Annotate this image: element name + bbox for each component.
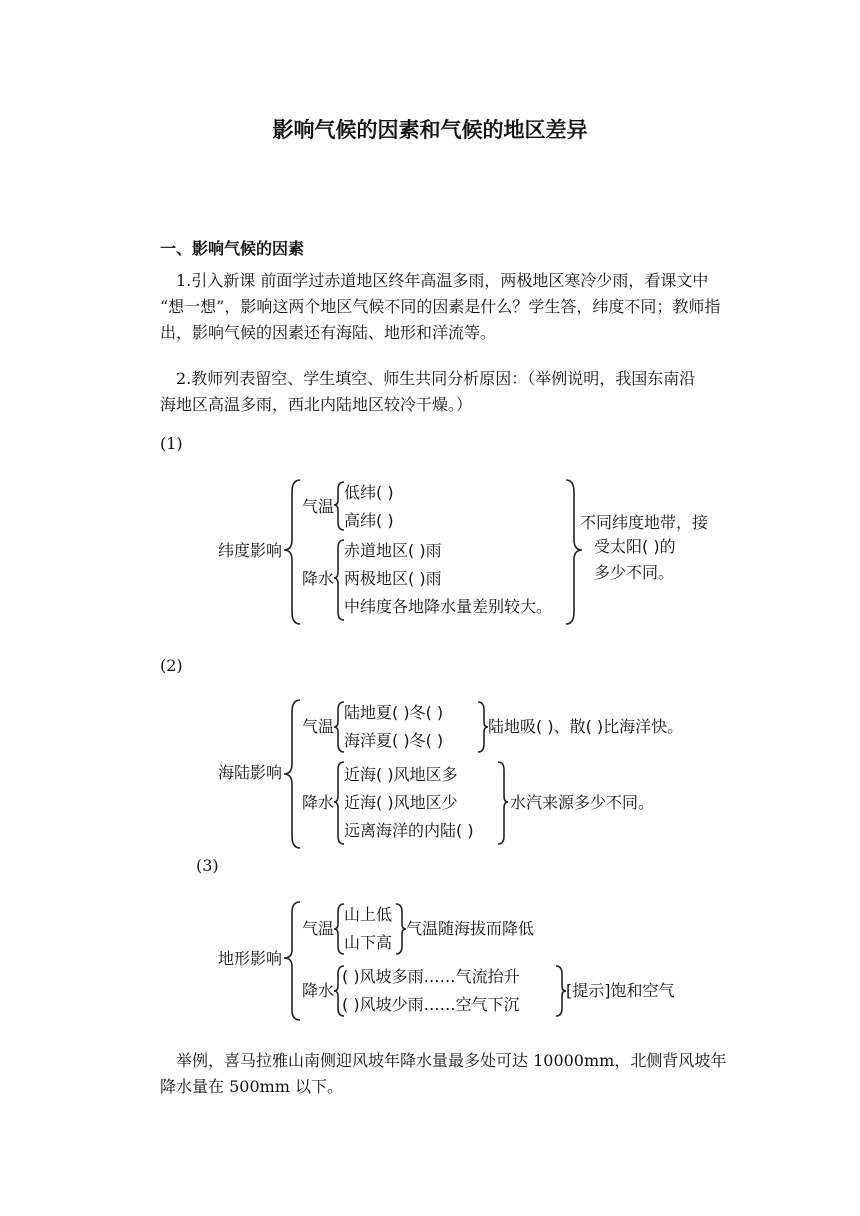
diagram-root-label: 纬度影响 [218,541,283,560]
branch-item: 陆地夏( )冬( ) [344,703,444,722]
left-brace [334,540,344,620]
paragraph-line: 2.教师列表留空、学生填空、师生共同分析原因：（举例说明，我国东南沿 [176,369,696,388]
diagram-3-label: (3) [196,856,219,875]
left-brace [284,480,300,624]
paragraph-line: 出，影响气候的因素还有海陆、地形和洋流等。 [160,323,497,342]
left-brace [284,902,300,1020]
branch-item: 两极地区( )雨 [344,569,442,588]
branch-item: 山下高 [344,933,393,952]
branch-temp-label: 气温 [302,497,335,516]
reason-line: 水汽来源多少不同。 [510,793,655,812]
section-heading: 一、影响气候的因素 [160,239,305,258]
branch-item: 高纬( ) [344,511,394,530]
paragraph-line: “想一想”，影响这两个地区气候不同的因素是什么？学生答，纬度不同；教师指 [160,297,721,316]
branch-item: 中纬度各地降水量差别较大。 [344,597,553,616]
paragraph-line: 降水量在 500mm 以下。 [160,1077,344,1096]
reason-line: 陆地吸( )、散( )比海洋快。 [488,717,684,736]
reason-line: 多少不同。 [594,563,675,582]
paragraph-example [160,1048,740,1100]
branch-rain-label: 降水 [302,793,335,812]
branch-rain-label: 降水 [302,981,335,1000]
right-brace [396,904,406,954]
left-brace [284,700,300,848]
branch-item: ( )风坡少雨……空气下沉 [342,995,520,1014]
branch-temp-label: 气温 [302,717,335,736]
left-brace [334,762,344,844]
reason-line: 受太阳( )的 [594,537,676,556]
branch-rain-label: 降水 [302,569,335,588]
diagram-1-label: (1) [160,434,183,453]
right-brace [478,702,488,752]
right-brace [498,762,508,844]
branch-item: ( )风坡多雨……气流抬升 [342,967,520,986]
reason-line: 不同纬度地带，接 [580,513,709,532]
branch-temp-label: 气温 [302,919,335,938]
branch-item: 赤道地区( )雨 [344,541,442,560]
right-brace [566,480,582,624]
terrain-diagram [218,902,675,1020]
branch-item: 近海( )风地区多 [344,765,458,784]
page-title: 影响气候的因素和气候的地区差异 [272,118,588,142]
latitude-diagram [218,480,709,624]
branch-item: 山上低 [344,905,393,924]
left-brace [334,482,344,530]
diagram-root-label: 地形影响 [218,949,283,968]
branch-item: 海洋夏( )冬( ) [344,731,444,750]
left-brace [334,904,344,954]
diagram-root-label: 海陆影响 [218,763,283,782]
left-brace [334,702,344,752]
reason-line: 气温随海拔而降低 [406,919,535,938]
paragraph-line: 海地区高温多雨，西北内陆地区较冷干燥。） [160,395,473,414]
reason-line: [提示]饱和空气 [566,981,675,1000]
branch-item: 低纬( ) [344,483,394,502]
diagram-2-label: (2) [160,656,183,675]
branch-item: 近海( )风地区少 [344,793,458,812]
land-sea-diagram [218,700,683,848]
paragraph-line: 1.引入新课 前面学过赤道地区终年高温多雨，两极地区寒冷少雨，看课文中 [176,271,709,290]
branch-item: 远离海洋的内陆( ) [344,821,474,840]
right-brace [556,966,566,1016]
paragraph-line: 举例，喜马拉雅山南侧迎风坡年降水量最多处可达 10000mm，北侧背风坡年 [176,1051,727,1070]
